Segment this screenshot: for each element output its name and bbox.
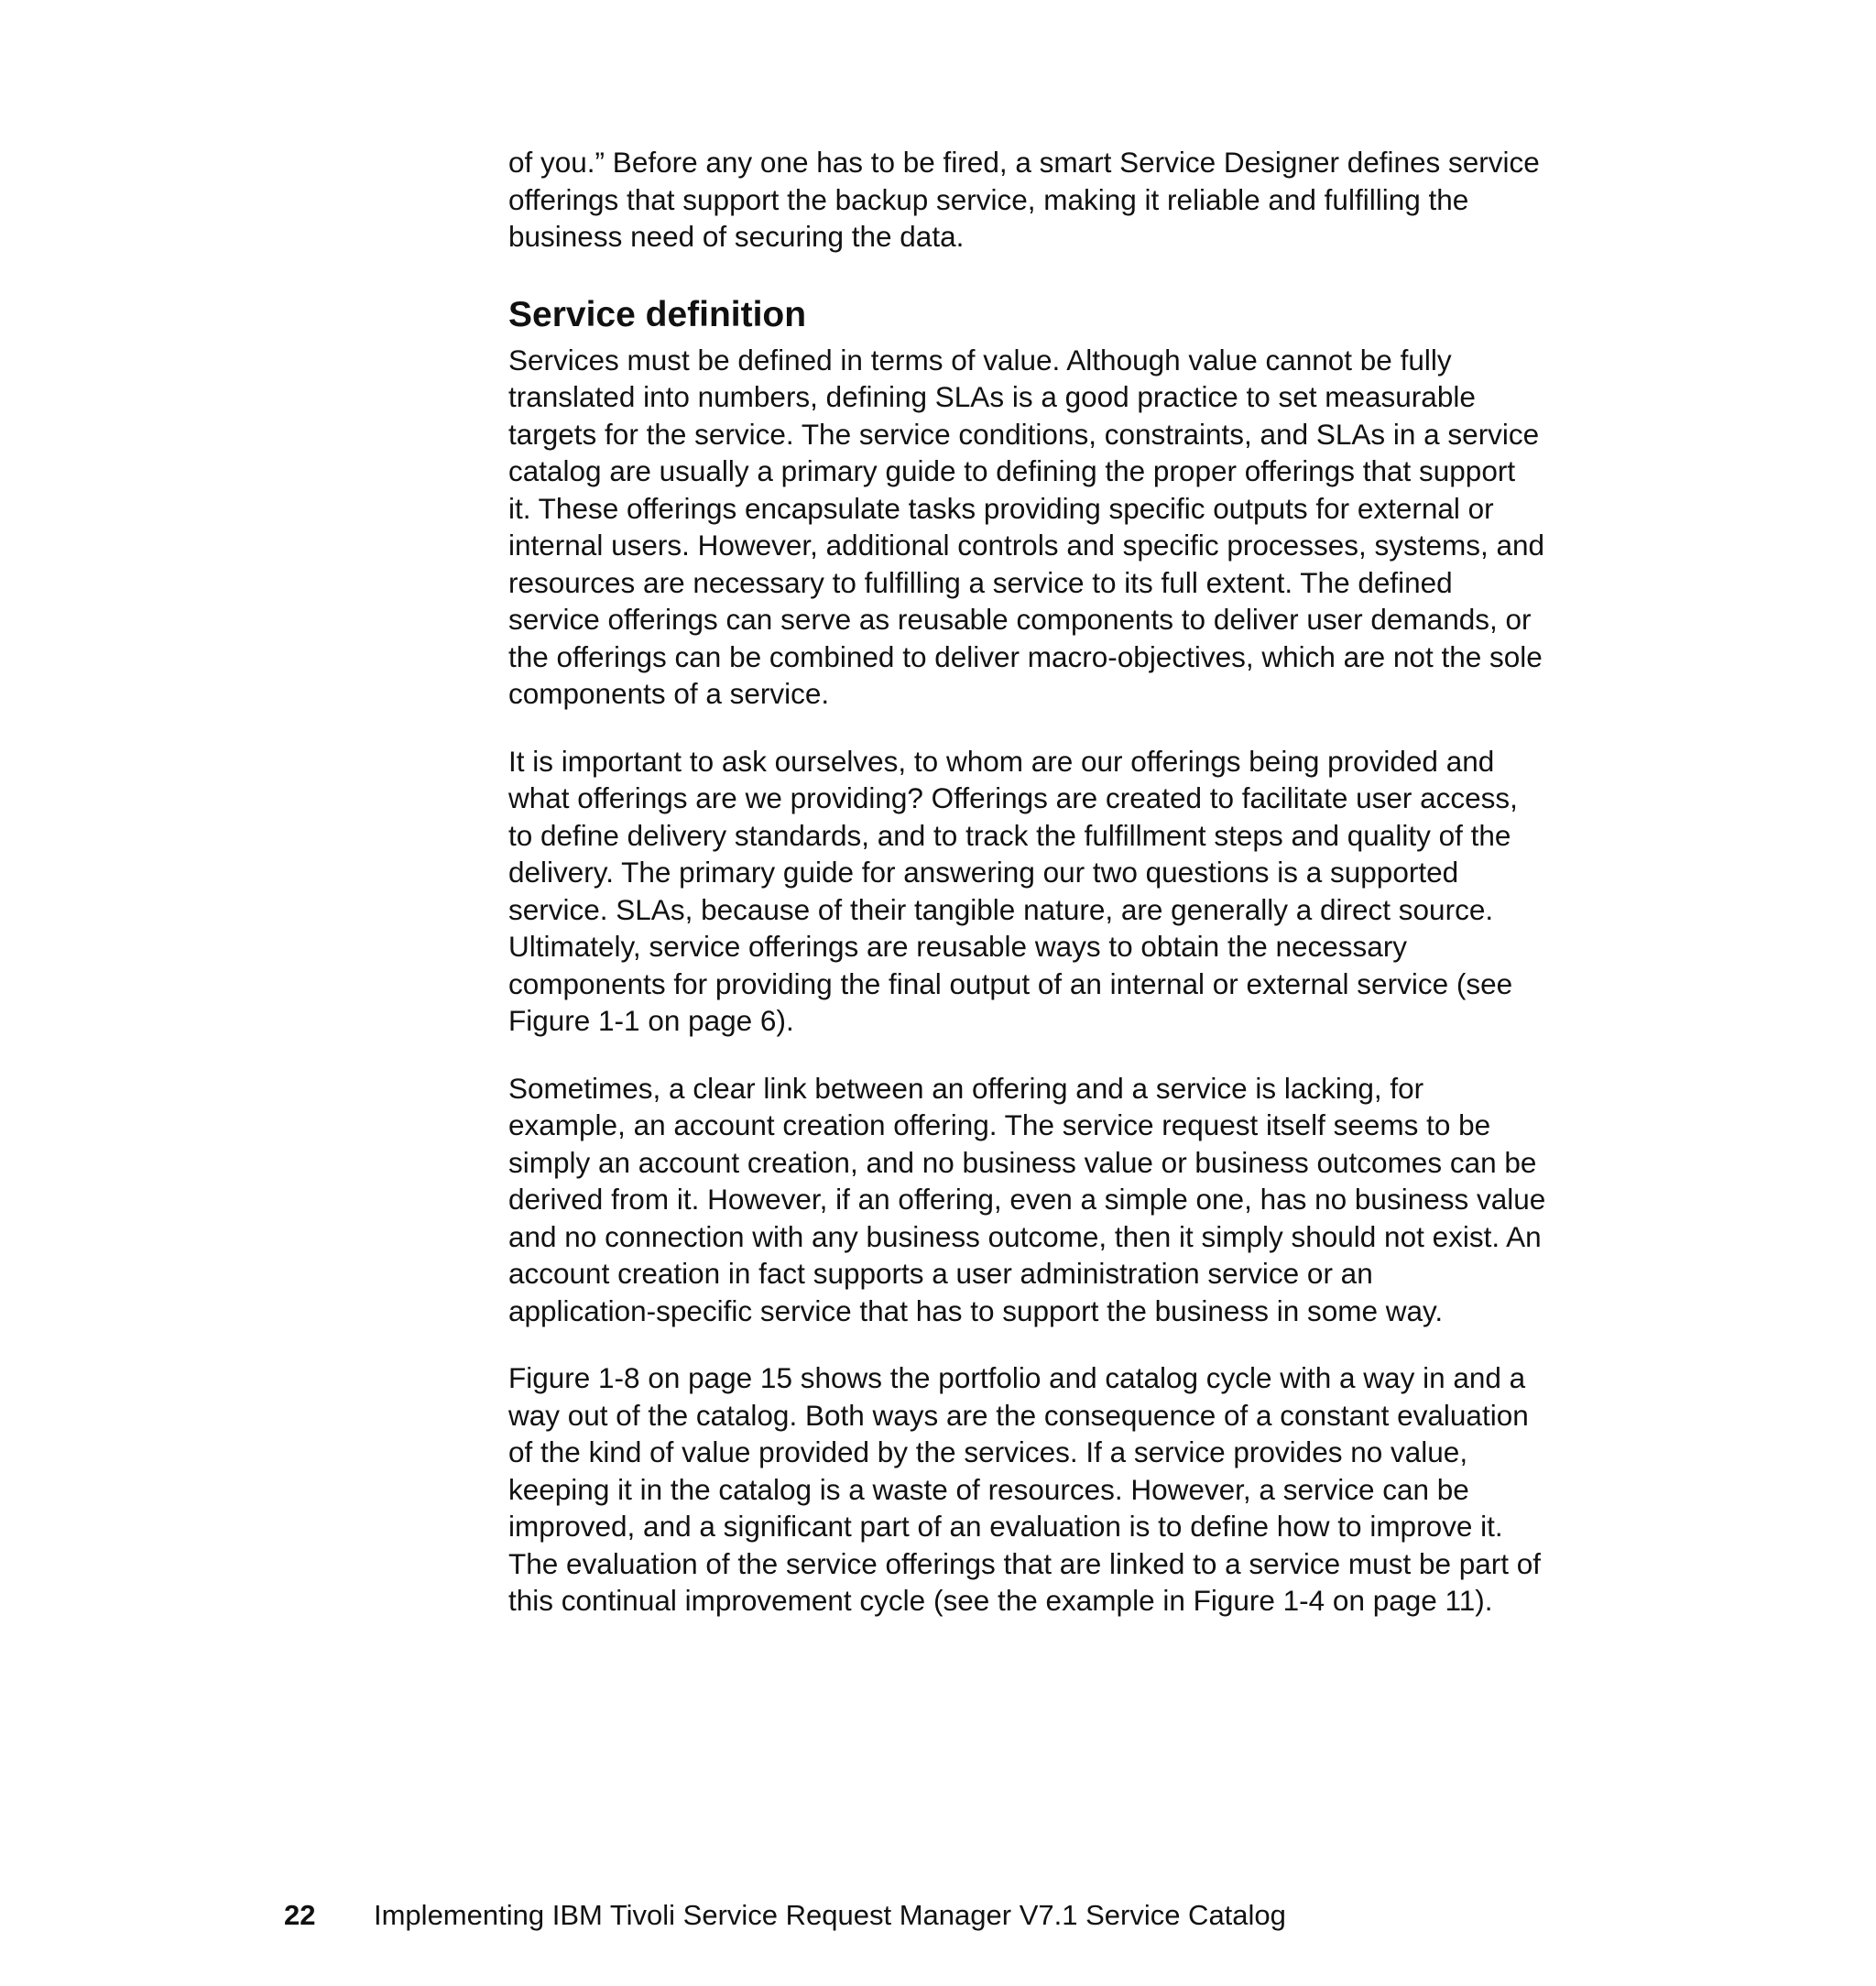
text-line: and no connection with any business outcome, then it simply should not exist. An (508, 1219, 1542, 1253)
text-line: Ultimately, service offerings are reusable ways to obtain the necessary (508, 930, 1408, 963)
text-line: this continual improvement cycle (see the example in Figure 1-4 on page 11). (508, 1584, 1493, 1617)
text-line: targets for the service. The service conditions, constraints, and SLAs in a service (508, 417, 1540, 451)
text-line: components for providing the final output of an internal or external service (see (508, 966, 1513, 1000)
paragraph-2 (508, 743, 1631, 1040)
text-line: service offerings can serve as reusable components to deliver user demands, or (508, 603, 1532, 636)
page-footer (0, 1897, 1876, 1934)
text-line: way out of the catalog. Both ways are the consequence of a constant evaluation (508, 1398, 1529, 1432)
intro-paragraph (508, 144, 1631, 256)
text-line: It is important to ask ourselves, to whom are our offerings being provided and (508, 744, 1495, 778)
text-line: components of a service. (508, 677, 830, 710)
text-line: Figure 1-1 on page 6). (508, 1004, 794, 1037)
text-line: keeping it in the catalog is a waste of resources. However, a service can be (508, 1472, 1469, 1506)
text-line: Services must be defined in terms of value. Although value cannot be fully (508, 343, 1452, 376)
page-content (508, 144, 1631, 1620)
text-line: it. These offerings encapsulate tasks providing specific outputs for external or (508, 491, 1494, 525)
text-line: Figure 1-8 on page 15 shows the portfolio and catalog cycle with a way in and a (508, 1361, 1526, 1394)
text-line: translated into numbers, defining SLAs is a good practice to set measurable (508, 380, 1476, 413)
text-line: example, an account creation offering. The service request itself seems to be (508, 1108, 1491, 1141)
text-line: service. SLAs, because of their tangible nature, are generally a direct source. (508, 892, 1494, 926)
text-line: account creation in fact supports a user administration service or an (508, 1257, 1373, 1290)
text-line: offerings that support the backup service, making it reliable and fulfilling the (508, 182, 1469, 216)
paragraph-4 (508, 1359, 1631, 1620)
paragraph-3 (508, 1070, 1631, 1330)
text-line: catalog are usually a primary guide to defining the proper offerings that support (508, 454, 1516, 487)
paragraph-1 (508, 342, 1631, 713)
text-line: improved, and a significant part of an evaluation is to define how to improve it. (508, 1510, 1503, 1543)
page-number: 22 (284, 1899, 316, 1931)
text-line: to define delivery standards, and to track the fulfillment steps and quality of the (508, 818, 1511, 852)
text-line: of you.” Before any one has to be fired, a smart Service Designer defines service (508, 146, 1540, 179)
text-line: business need of securing the data. (508, 220, 965, 253)
text-line: delivery. The primary guide for answering our two questions is a supported (508, 856, 1459, 889)
text-line: what offerings are we providing? Offerings are created to facilitate user access, (508, 781, 1518, 814)
text-line: Sometimes, a clear link between an offering and a service is lacking, for (508, 1071, 1424, 1105)
book-title: Implementing IBM Tivoli Service Request Manager V7.1 Service Catalog (374, 1899, 1286, 1931)
text-line: of the kind of value provided by the services. If a service provides no value, (508, 1435, 1468, 1468)
text-line: application-specific service that has to support the business in some way. (508, 1293, 1444, 1327)
text-line: derived from it. However, if an offering, even a simple one, has no business value (508, 1183, 1546, 1216)
text-line: resources are necessary to fulfilling a service to its full extent. The defined (508, 565, 1453, 599)
text-line: simply an account creation, and no business value or business outcomes can be (508, 1145, 1537, 1179)
text-line: internal users. However, additional controls and specific processes, systems, and (508, 529, 1545, 562)
text-line: The evaluation of the service offerings that are linked to a service must be part of (508, 1546, 1542, 1580)
text-line: the offerings can be combined to deliver macro-objectives, which are not the sole (508, 639, 1543, 673)
section-heading: Service definition (508, 294, 807, 334)
